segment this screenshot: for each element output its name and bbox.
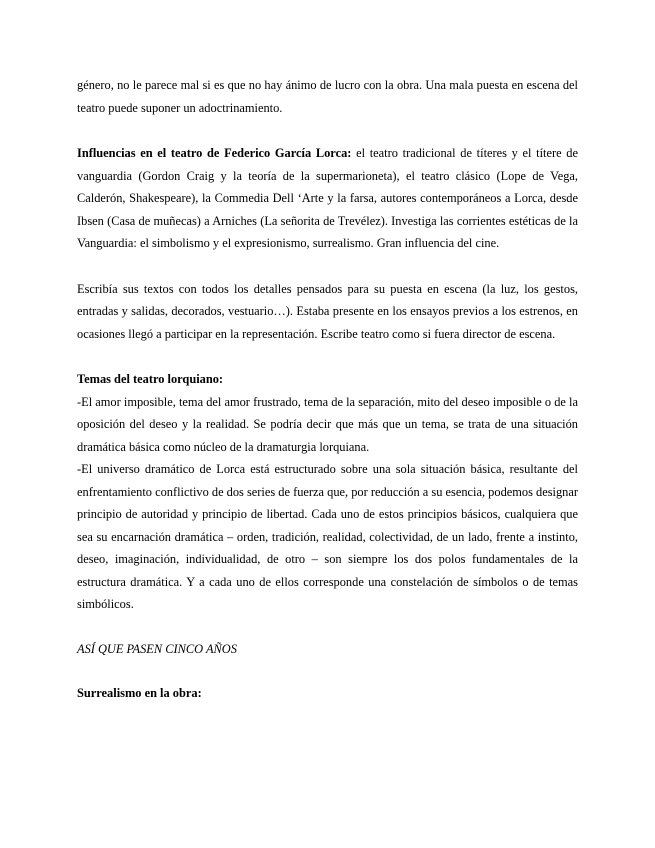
temas-heading [77,368,578,391]
obra-title: ASÍ QUE PASEN CINCO AÑOS [77,641,237,656]
spacer [77,119,578,142]
paragraph-influencias [77,142,578,255]
temas-item-2: -El universo dramático de Lorca está estructurado sobre una sola situación básica, resultante del enfrentamiento conflictivo de dos series de fuerza que, por reducción a su esencia, podemos designar principio de autoridad y principio de libertad. Cada uno de estos principios básicos, cualquiera que sea su encarnación dramática – orden, tradición, realidad, colectividad, de un lado, frente a instinto, deseo, imaginación, individualidad, de otro – son siempre los dos polos fundamentales de la estructura dramática. Y a cada uno de ellos corresponde una constelación de símbolos o de temas simbólicos. [77,462,578,611]
influencias-heading: Influencias en el teatro de Federico García Lorca: [77,146,352,160]
spacer [77,616,578,638]
document-body [77,74,578,705]
temas-item-1: -El amor imposible, tema del amor frustrado, tema de la separación, mito del deseo imposible o de la oposición del deseo y la realidad. Se podría decir que más que un tema, se trata de una situación dramática básica como núcleo de la dramaturgia lorquiana. [77,394,578,454]
paragraph-escribia: Escribía sus textos con todos los detalles pensados para su puesta en escena (la luz, los gestos, entradas y salidas, decorados, vestuario…). Estaba presente en los ensayos previos a los estrenos, en ocasiones llegó a participar en la representación. Escribe teatro como si fuera director de escena. [77,281,578,341]
paragraph-intro: género, no le parece mal si es que no hay ánimo de lucro con la obra. Una mala puesta en escena del teatro puede suponer un adoctrinamiento. [77,78,578,115]
influencias-text: el teatro tradicional de títeres y el títere de vanguardia (Gordon Craig y la teoría de la supermarioneta), el teatro clásico (Lope de Vega, Calderón, Shakespeare), la Commedia Dell ‘Arte y la farsa, autores contemporáneos a Lorca, desde Ibsen (Casa de muñecas) a Arniches (La señorita de Trevélez). Investiga las corrientes estéticas de la Vanguardia: el simbolismo y el expresionismo, surrealismo. Gran influencia del cine. [77,146,579,250]
surrealismo-heading [77,682,578,705]
temas-heading-text: Temas del teatro lorquiano: [77,372,224,386]
spacer [77,255,578,278]
surrealismo-heading-text: Surrealismo en la obra: [77,686,202,700]
spacer [77,345,578,368]
spacer [77,660,578,682]
